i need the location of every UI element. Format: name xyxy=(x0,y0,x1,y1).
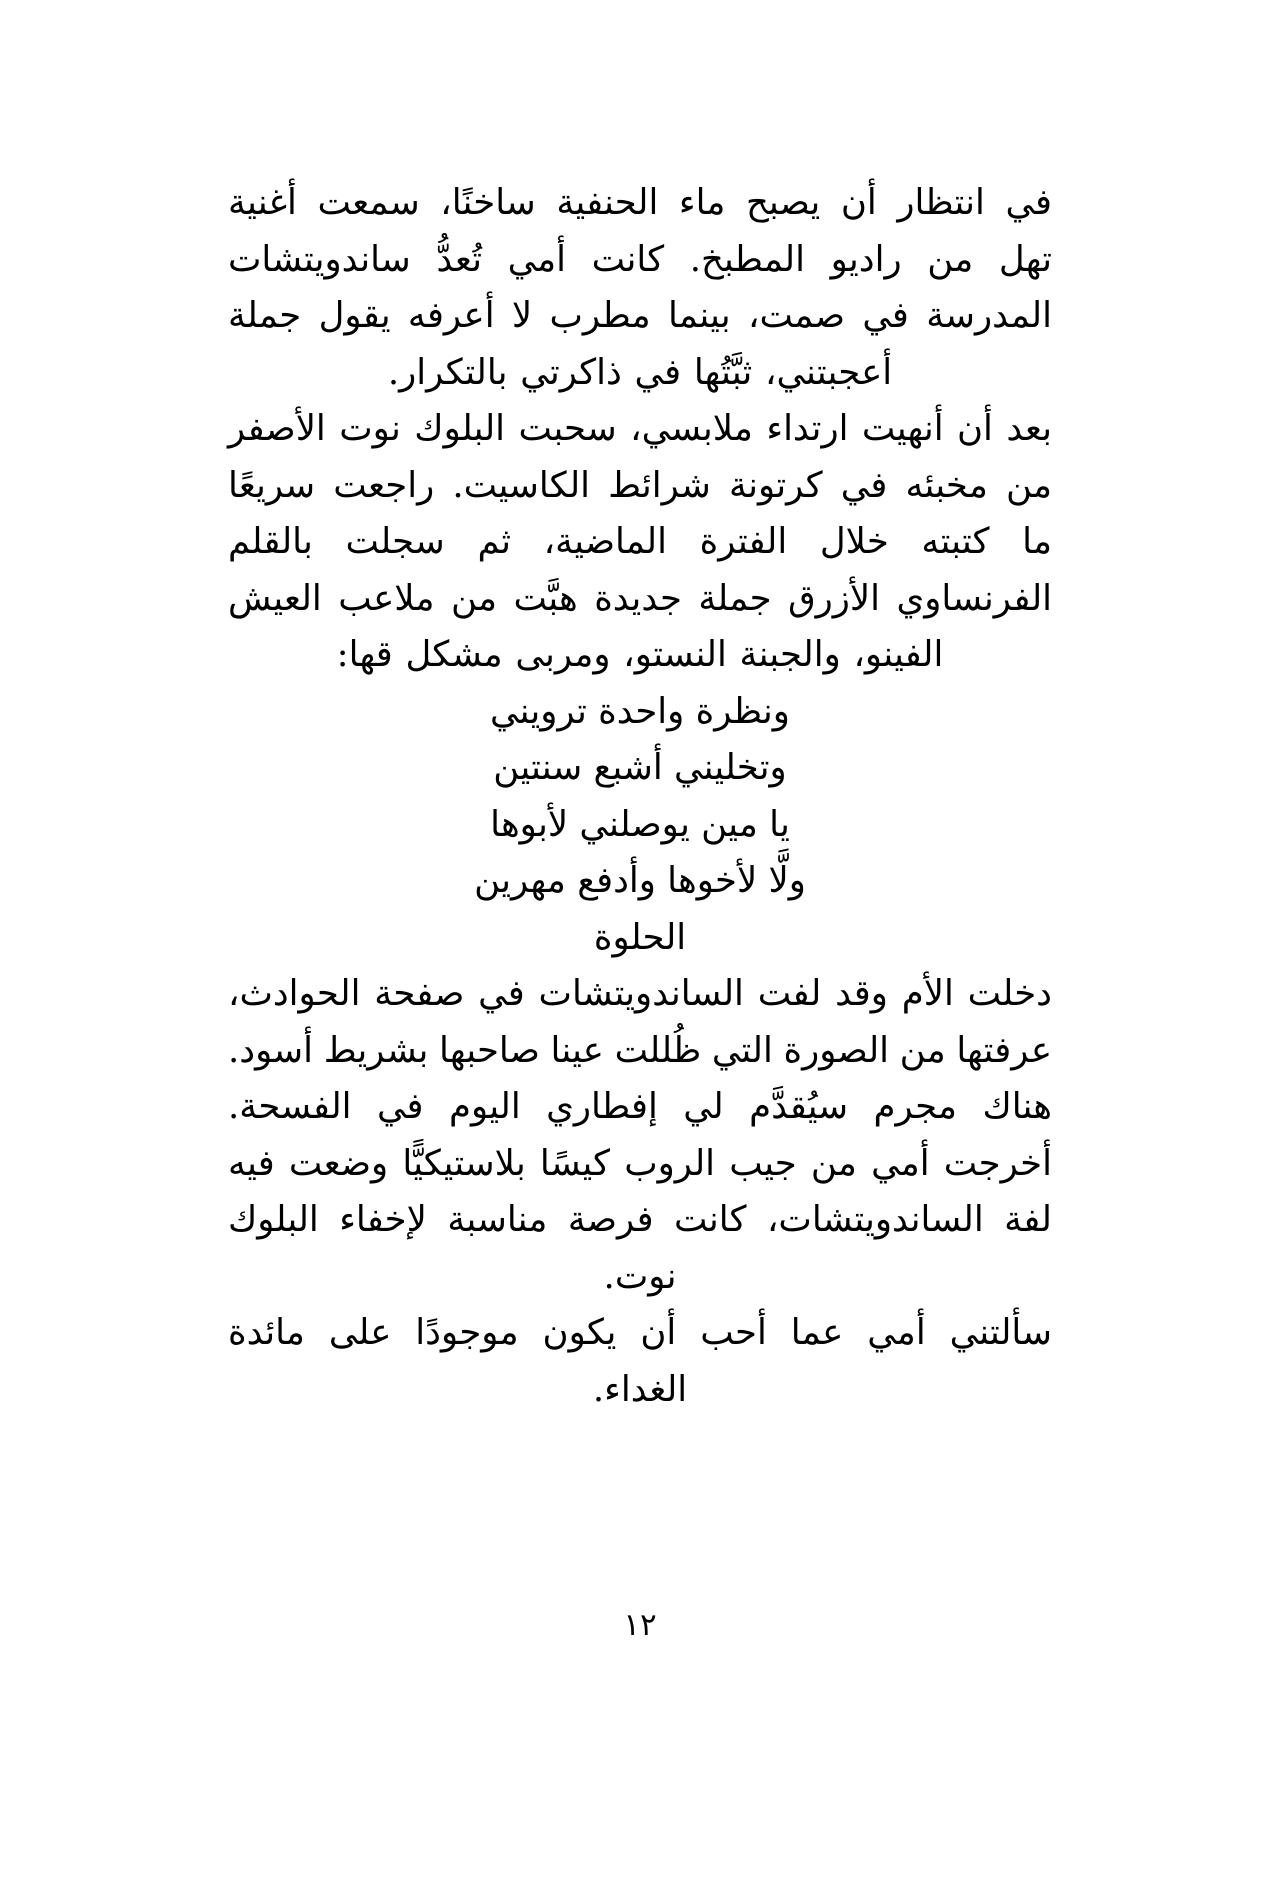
page-number: ١٢ xyxy=(623,1607,657,1643)
verse-line-2: وتخليني أشبع سنتين xyxy=(493,747,787,788)
page-text-block xyxy=(228,175,1052,1418)
paragraph-1: في انتظار أن يصبح ماء الحنفية ساخنًا، سمعت أغنية تهل من راديو المطبخ. كانت أمي تُعدُّ ساندويتشات المدرسة في صمت، بينما مطرب لا أعرفه يقول جملة أعجبتني، ثبَّتُها في ذاكرتي بالتكرار. xyxy=(228,182,1052,393)
paragraph-3: دخلت الأم وقد لفت الساندويتشات في صفحة الحوادث، عرفتها من الصورة التي ظُللت عينا صاحبها بشريط أسود. هناك مجرم سيُقدَّم لي إفطاري اليوم في الفسحة. أخرجت أمي من جيب الروب كيسًا بلاستيكيًّا وضعت فيه لفة الساندويتشات، كانت فرصة مناسبة لإخفاء البلوك نوت. xyxy=(228,973,1052,1297)
paragraph-2: بعد أن أنهيت ارتداء ملابسي، سحبت البلوك نوت الأصفر من مخبئه في كرتونة شرائط الكاسيت. راجعت سريعًا ما كتبته خلال الفترة الماضية، ثم سجلت بالقلم الفرنساوي الأزرق جملة جديدة هبَّت من ملاعب العيش الفينو، والجبنة النستو، ومربى مشكل قها: xyxy=(228,408,1052,675)
paragraph-4: سألتني أمي عما أحب أن يكون موجودًا على مائدة الغداء. xyxy=(228,1312,1052,1410)
verse-line-4: ولَّا لأخوها وأدفع مهرين xyxy=(474,860,806,901)
verse-line-1: ونظرة واحدة ترويني xyxy=(490,690,790,732)
verse-line-5: الحلوة xyxy=(593,916,687,958)
verse-line-3: يا مين يوصلني لأبوها xyxy=(490,803,790,845)
verse-block xyxy=(228,684,1052,967)
